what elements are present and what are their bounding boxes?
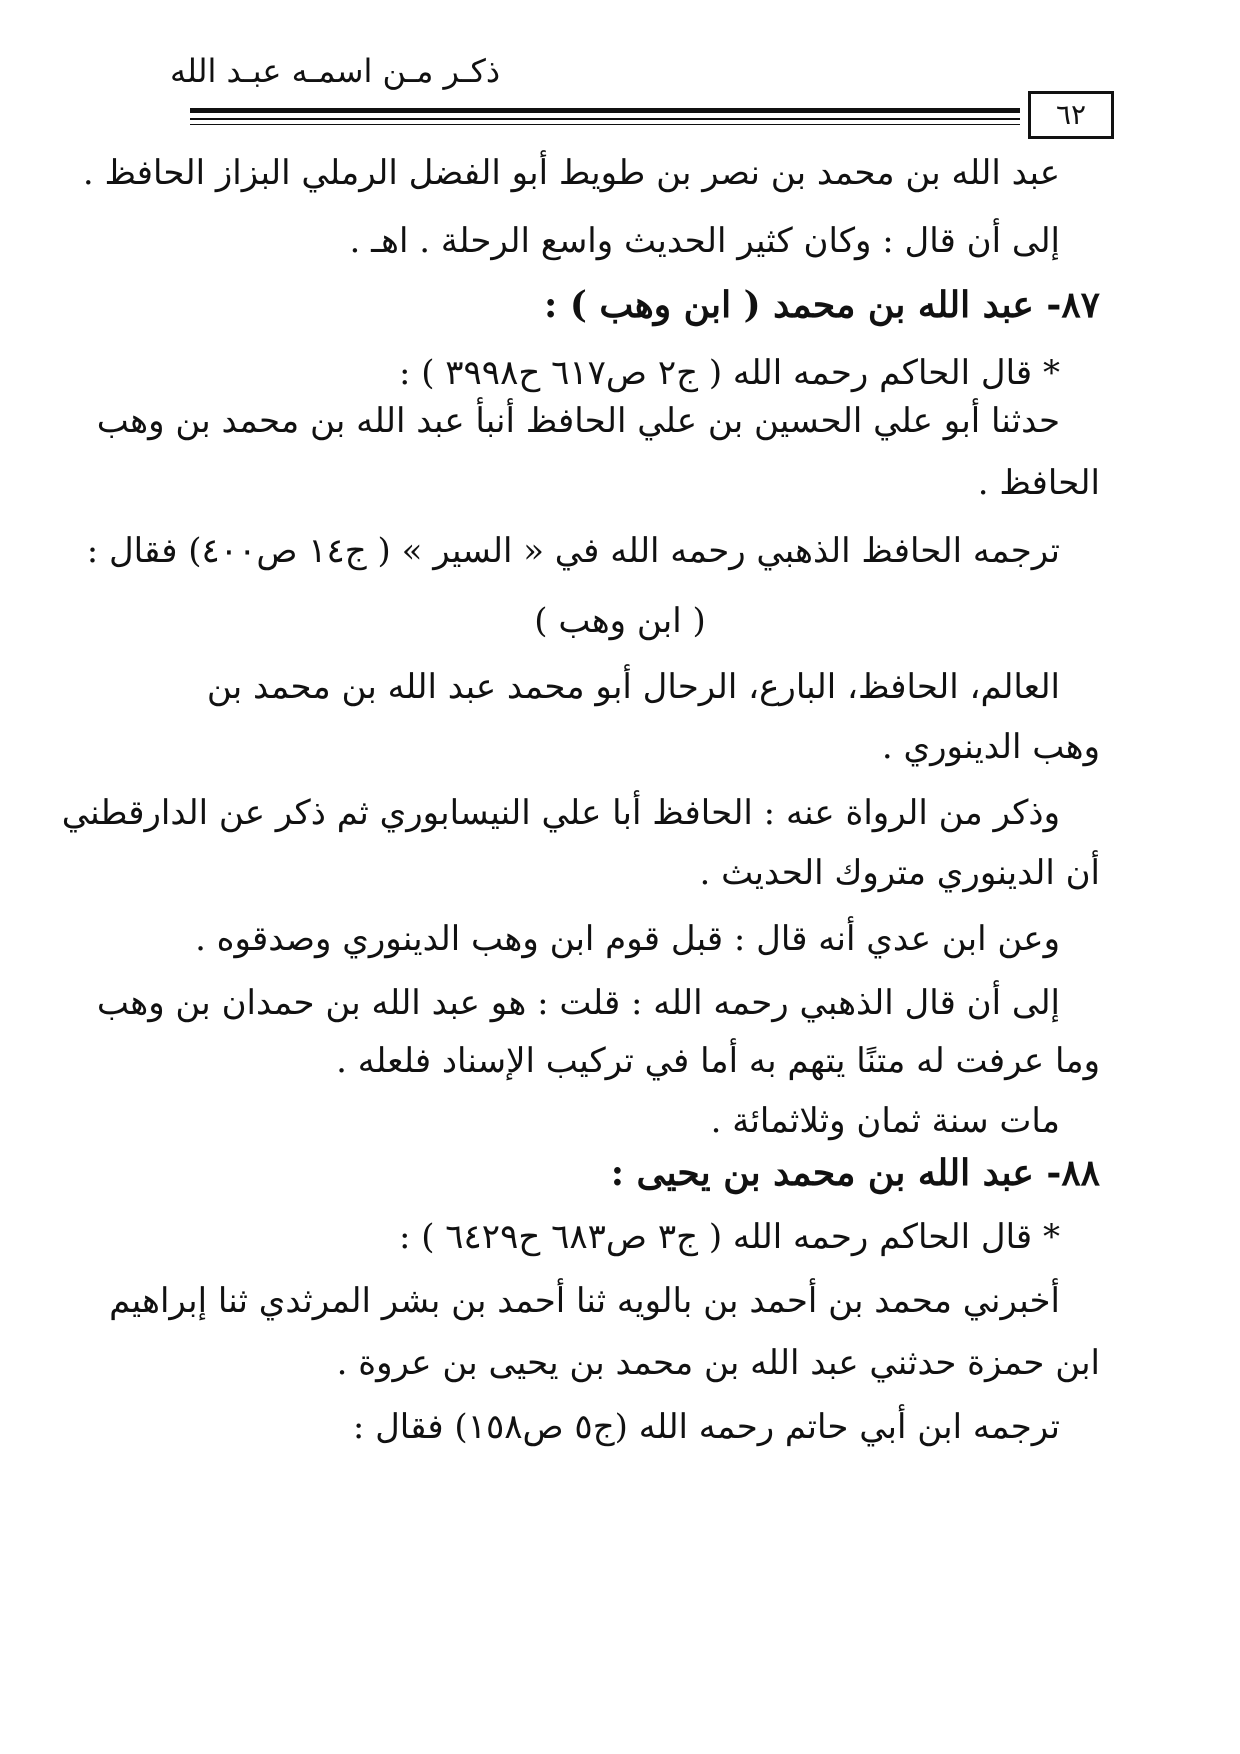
header-rule	[190, 108, 1020, 113]
text-line: العالم، الحافظ، البارع، الرحال أبو محمد عبد الله بن محمد بن	[206, 667, 1060, 707]
header-rule	[190, 124, 1020, 125]
entry-heading: ٨٨- عبد الله بن محمد بن يحيى :	[610, 1152, 1100, 1194]
text-line: أخبرني محمد بن أحمد بن بالويه ثنا أحمد بن بشر المرثدي ثنا إبراهيم	[109, 1281, 1060, 1321]
text-line: وعن ابن عدي أنه قال : قبل قوم ابن وهب الدينوري وصدقوه .	[195, 919, 1060, 959]
text-line: وما عرفت له متنًا يتهم به أما في تركيب الإسناد فلعله .	[336, 1041, 1100, 1081]
header-rule	[190, 118, 1020, 120]
text-line: * قال الحاكم رحمه الله ( ج٣ ص٦٨٣ ح٦٤٢٩ ) :	[398, 1217, 1060, 1257]
page-number: ٦٢	[1028, 91, 1114, 139]
running-header-title: ذكـر مـن اسمـه عبـد الله	[169, 52, 501, 90]
entry-heading: ٨٧- عبد الله بن محمد ( ابن وهب ) :	[544, 284, 1100, 326]
text-line: أن الدينوري متروك الحديث .	[699, 853, 1100, 893]
text-line: الحافظ .	[977, 463, 1100, 503]
text-line: ابن حمزة حدثني عبد الله بن محمد بن يحيى بن عروة .	[336, 1343, 1100, 1383]
text-line: إلى أن قال الذهبي رحمه الله : قلت : هو عبد الله بن حمدان بن وهب	[96, 983, 1060, 1023]
text-line: * قال الحاكم رحمه الله ( ج٢ ص٦١٧ ح٣٩٩٨ ) :	[398, 353, 1060, 393]
text-line: ترجمه ابن أبي حاتم رحمه الله (ج٥ ص١٥٨) فقال :	[352, 1407, 1060, 1447]
text-line: مات سنة ثمان وثلاثمائة .	[710, 1101, 1060, 1141]
text-line: ( ابن وهب )	[534, 601, 706, 641]
text-line: ترجمه الحافظ الذهبي رحمه الله في « السير » ( ج١٤ ص٤٠٠) فقال :	[86, 531, 1060, 571]
text-line: عبد الله بن محمد بن نصر بن طويط أبو الفضل الرملي البزاز الحافظ .	[82, 153, 1060, 193]
text-line: حدثنا أبو علي الحسين بن علي الحافظ أنبأ عبد الله بن محمد بن وهب	[96, 401, 1060, 441]
text-line: وهب الدينوري .	[881, 727, 1100, 767]
text-line: إلى أن قال : وكان كثير الحديث واسع الرحلة . اهـ .	[349, 221, 1060, 261]
text-line: وذكر من الرواة عنه : الحافظ أبا علي النيسابوري ثم ذكر عن الدارقطني	[61, 793, 1060, 833]
